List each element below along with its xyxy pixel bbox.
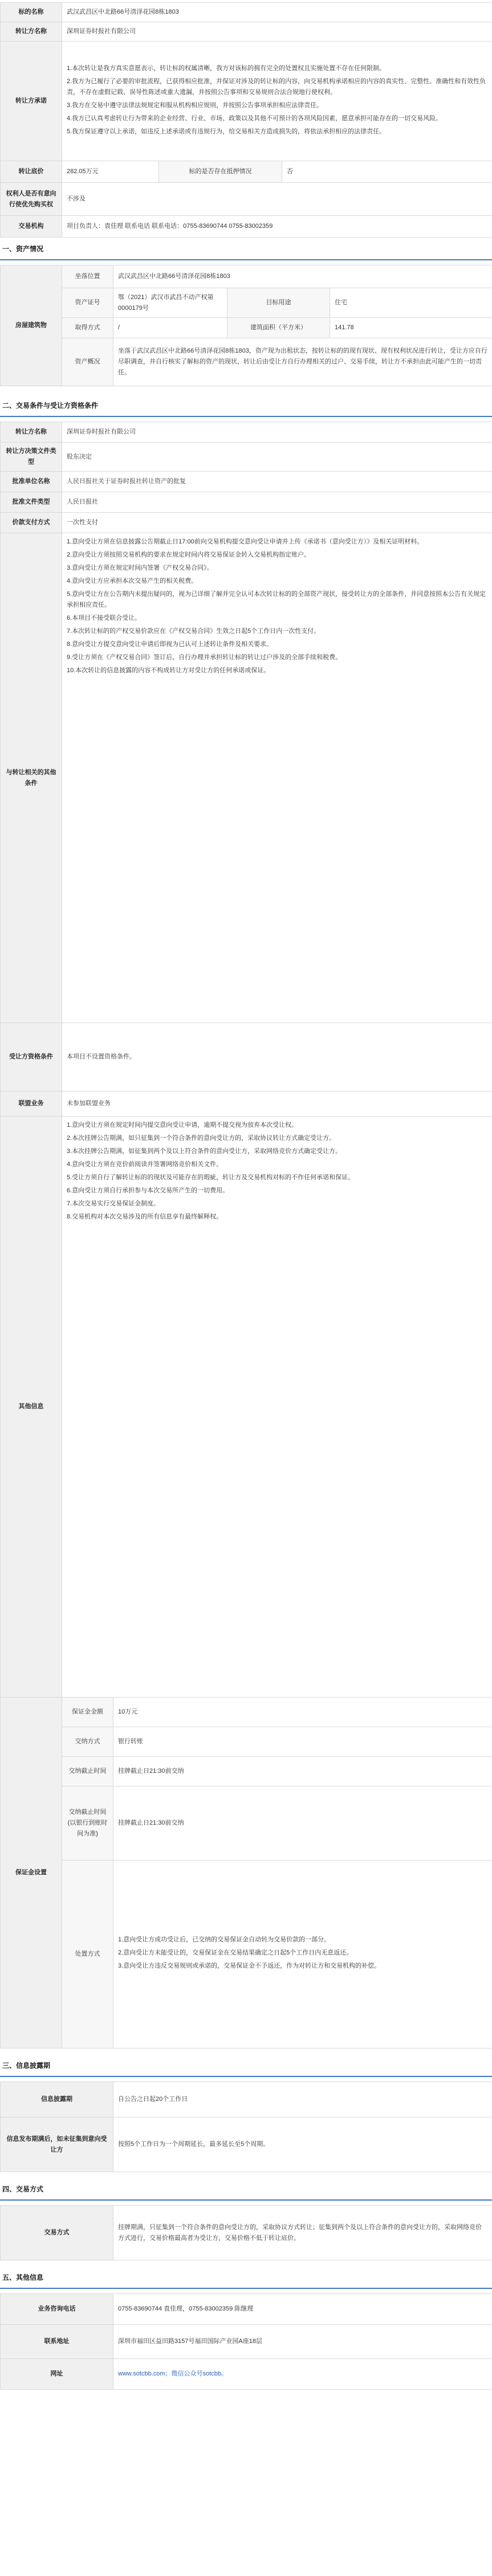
- deposit-section-label: 保证金设置: [1, 1698, 62, 2048]
- condition-item: 10.本次转让的信息披露的内容不构成转让方对受让方的任何承诺或保证。: [67, 667, 270, 674]
- deposit-way-value: 银行转账: [113, 1727, 492, 1757]
- condition-item: 5.意向受让方在公告期内未提出疑问的，视为已详细了解并完全认可本次转让标的的全部资产现状，接受转让方的全部条件，并同意按照本公告有关规定承担相应责任。: [67, 591, 486, 608]
- seller-value: 深圳证券时报社有限公司: [62, 22, 492, 42]
- alliance-value: 未参加联盟业务: [62, 1091, 492, 1117]
- section-title-other-info: 五、其他信息: [0, 2266, 492, 2289]
- acquire-value: /: [113, 318, 227, 338]
- qualification-label: 受让方资格条件: [1, 1023, 62, 1091]
- overview-label: 资产概况: [62, 338, 113, 386]
- price-label: 转让底价: [1, 161, 62, 183]
- deposit-handling-item: 1.意向受让方成功受让后，已交纳的交易保证金自动转为交易价款的一部分。: [118, 1936, 331, 1943]
- condition-item: 1.意向受让方须在信息披露公告期截止日17:00前向交易机构提交意向受让申请并上传《承诺书（意向受让方）》及相关证明材料。: [67, 538, 424, 545]
- agency-label: 交易机构: [1, 216, 62, 238]
- deposit-handling-list: [113, 1861, 492, 2048]
- promise-item: 2.我方为已履行了必要的审批流程，已获得相应批准，并保证对涉及的转让标的内容，向交易机构承诺相应的内容的真实性、完整性、准确性和有效性负责，不存在虚假记载、误导性陈述或重大遗漏，并按照公告事项和交易规则合法合规地行使权利。: [67, 77, 486, 96]
- other-info-item: 6.意向受让方须自行承担参与本次交易所产生的一切费用。: [67, 1187, 229, 1194]
- priority-label: 权利人是否有意向行使优先购买权: [1, 183, 62, 216]
- condition-item: 2.意向受让方须按照交易机构的要求在规定时间内将交易保证金转入交易机构指定账户。: [67, 551, 311, 558]
- purpose-label: 目标用途: [227, 288, 330, 318]
- deposit-amount-label: 保证金金额: [62, 1698, 113, 1727]
- promise-item: 4.我方已认真考虑转让行为带来的企业经营、行业、市场、政策以及其他不可预计的各项风险因素，愿意承担可能存在的一切交易风险。: [67, 115, 442, 122]
- deposit-deadline2-value: 挂牌截止日21:30前交纳: [113, 1786, 492, 1861]
- qualification-value: 本项目不设置资格条件。: [62, 1023, 492, 1091]
- decision-label: 转让方决策文件类型: [1, 443, 62, 472]
- condition-item: 9.受让方须在《产权交易合同》签订后，自行办理并承担转让标的转让过户涉及的全部手续和税费。: [67, 654, 342, 661]
- purpose-value: 住宅: [330, 288, 492, 318]
- disclosure-table: [0, 2082, 492, 2172]
- deposit-deadline-label: 交纳截止时间: [62, 1757, 113, 1786]
- disclosure-period-label: 信息披露期: [1, 2082, 113, 2117]
- area-label: 建筑面积（平方米）: [227, 318, 330, 338]
- deposit-handling-item: 2.意向受让方未能受让的，交易保证金在交易结果确定之日起5个工作日内无息返还。: [118, 1949, 353, 1956]
- deposit-amount-value: 10万元: [113, 1698, 492, 1727]
- deposit-deadline-value: 挂牌截止日21:30前交纳: [113, 1757, 492, 1786]
- other-info-item: 1.意向受让方须在规定时间内提交意向受让申请，逾期不提交视为放弃本次受让权。: [67, 1122, 298, 1128]
- seller-name-label: 转让方名称: [1, 422, 62, 443]
- cert-label: 资产证号: [62, 288, 113, 318]
- alliance-label: 联盟业务: [1, 1091, 62, 1117]
- conditions-label: 与转让相关的其他条件: [1, 533, 62, 1023]
- condition-item: 3.意向受让方须在规定时间内签署《产权交易合同》。: [67, 565, 213, 571]
- assets-table: [0, 265, 492, 386]
- other-info-item: 2.本次挂牌公告期满，如只征集到一个符合条件的意向受让方的，采取协议转让方式确定受让方。: [67, 1135, 336, 1142]
- acquire-label: 取得方式: [62, 318, 113, 338]
- location-label: 坐落位置: [62, 265, 113, 288]
- area-value: 141.78: [330, 318, 492, 338]
- trade-method-value: 挂牌期满，只征集到一个符合条件的意向受让方的，采取协议方式转让；征集到两个及以上符合条件的意向受让方的，采取网络竞价方式进行，交易价格最高者为受让方，交易价格不低于转让底价。: [113, 2206, 492, 2260]
- asset-name-value: 武汉武昌区中北路66号清泽花园8栋1803: [62, 3, 492, 22]
- location-value: 武汉武昌区中北路66号清泽花园8栋1803: [113, 265, 492, 288]
- other-info-item: 8.交易机构对本次交易涉及的所有信息享有最终解释权。: [67, 1213, 223, 1220]
- decision-value: 股东决定: [62, 443, 492, 472]
- approver-value: 人民日报社关于证券时报社转让资产的批复: [62, 472, 492, 492]
- cert-value: 鄂（2021）武汉市武昌不动产权第0000179号: [113, 288, 227, 318]
- expiry-value: 按照5个工作日为一个周期延长，最多延长至5个周期。: [113, 2117, 492, 2172]
- promise-item: 5.我方保证遵守以上承诺，如违反上述承诺或有违规行为，给交易相关方造成损失的，将依法承担相应的法律责任。: [67, 128, 386, 135]
- promise-label: 转让方承诺: [1, 42, 62, 161]
- phone-label: 业务咨询电话: [1, 2294, 113, 2325]
- conditions-list: [62, 533, 492, 1023]
- contact-table: [0, 2293, 492, 2390]
- price-value: 282.05万元: [62, 161, 159, 183]
- other-info-label: 其他信息: [1, 1117, 62, 1698]
- promise-list: [62, 42, 492, 161]
- phone-value: 0755-83690744 袁佳理，0755-83002359 陈继理: [113, 2294, 492, 2325]
- deposit-deadline2-label: 交纳截止时间(以银行到账时间为准): [62, 1786, 113, 1861]
- deposit-handling-item: 3.意向受让方违反交易规则或承诺的，交易保证金不予返还，作为对转让方和交易机构的补偿。: [118, 1962, 381, 1969]
- condition-item: 4.意向受让方应承担本次交易产生的相关税费。: [67, 578, 198, 584]
- condition-item: 6.本项目不接受联合受让。: [67, 615, 141, 621]
- section-title-conditions: 二、交易条件与受让方资格条件: [0, 394, 492, 417]
- other-info-item: 7.本次交易实行交易保证金制度。: [67, 1200, 160, 1207]
- mortgage-label: 标的是否存在抵押情况: [159, 161, 282, 183]
- conditions-table: [0, 422, 492, 2048]
- approver-type-value: 人民日报社: [62, 492, 492, 513]
- website-link[interactable]: www.sotcbb.com；微信公众号sotcbb。: [113, 2359, 492, 2390]
- other-info-item: 5.受让方须自行了解转让标的的现状及可能存在的瑕疵，转让方及交易机构对标的不作任何承诺和保证。: [67, 1174, 355, 1181]
- section-title-assets: 一、资产情况: [0, 238, 492, 260]
- mortgage-value: 否: [282, 161, 492, 183]
- asset-name-label: 标的名称: [1, 3, 62, 22]
- section-title-disclosure: 三、信息披露期: [0, 2054, 492, 2077]
- overview-value: 坐落于武汉武昌区中北路66号清泽花园8栋1803，资产现为出租状态，按转让标的的现有现状、现有权利状况进行转让，受让方应自行尽职调查，并自行核实了解标的资产的现状，转让后由受让方自行办理相关的过户、交易手续，转让方不承担由此可能产生的一切责任。: [113, 338, 492, 386]
- approver-label: 批准单位名称: [1, 472, 62, 492]
- payment-label: 价款支付方式: [1, 513, 62, 533]
- trade-method-label: 交易方式: [1, 2206, 113, 2260]
- promise-item: 1.本次转让是我方真实意愿表示，转让标的权属清晰，我方对该标的拥有完全的处置权且实施处置不存在任何限制。: [67, 64, 386, 72]
- other-info-item: 3.本次挂牌公告期满，如征集到两个及以上符合条件的意向受让方，采取网络竞价方式确定受让方。: [67, 1148, 342, 1155]
- other-info-item: 4.意向受让方须在竞价前阅读并签署网络竞价相关文件。: [67, 1161, 223, 1168]
- seller-name-value: 深圳证券时报社有限公司: [62, 422, 492, 443]
- condition-item: 7.本次转让标的的产权交易价款应在《产权交易合同》生效之日起5个工作日内一次性支付。: [67, 628, 320, 635]
- building-label: 房屋建筑物: [1, 265, 62, 386]
- trade-method-table: [0, 2205, 492, 2260]
- other-info-list: [62, 1117, 492, 1698]
- expiry-label: 信息发布期满后，如未征集到意向受让方: [1, 2117, 113, 2172]
- condition-item: 8.意向受让方提交意向受让申请后即视为已认可上述转让条件及相关要求。: [67, 641, 273, 648]
- promise-item: 3.我方在交易中遵守法律法规规定和服从机构相应规则，并按照公告事项承担相应法律责任。: [67, 101, 323, 109]
- approver-type-label: 批准文件类型: [1, 492, 62, 513]
- agency-value: 项目负责人：袁佳理 联系电话 联系电话：0755-83690744 0755-83002359: [62, 216, 492, 238]
- deposit-way-label: 交纳方式: [62, 1727, 113, 1757]
- priority-value: 不涉及: [62, 183, 492, 216]
- website-label: 网址: [1, 2359, 113, 2390]
- summary-table: [0, 2, 492, 238]
- seller-label: 转让方名称: [1, 22, 62, 42]
- deposit-handling-label: 处置方式: [62, 1861, 113, 2048]
- disclosure-period-value: 自公告之日起20个工作日: [113, 2082, 492, 2117]
- payment-value: 一次性支付: [62, 513, 492, 533]
- section-title-trade-method: 四、交易方式: [0, 2178, 492, 2201]
- address-label: 联系地址: [1, 2325, 113, 2359]
- address-value: 深圳市福田区益田路3157号福田国际产业园A座18层: [113, 2325, 492, 2359]
